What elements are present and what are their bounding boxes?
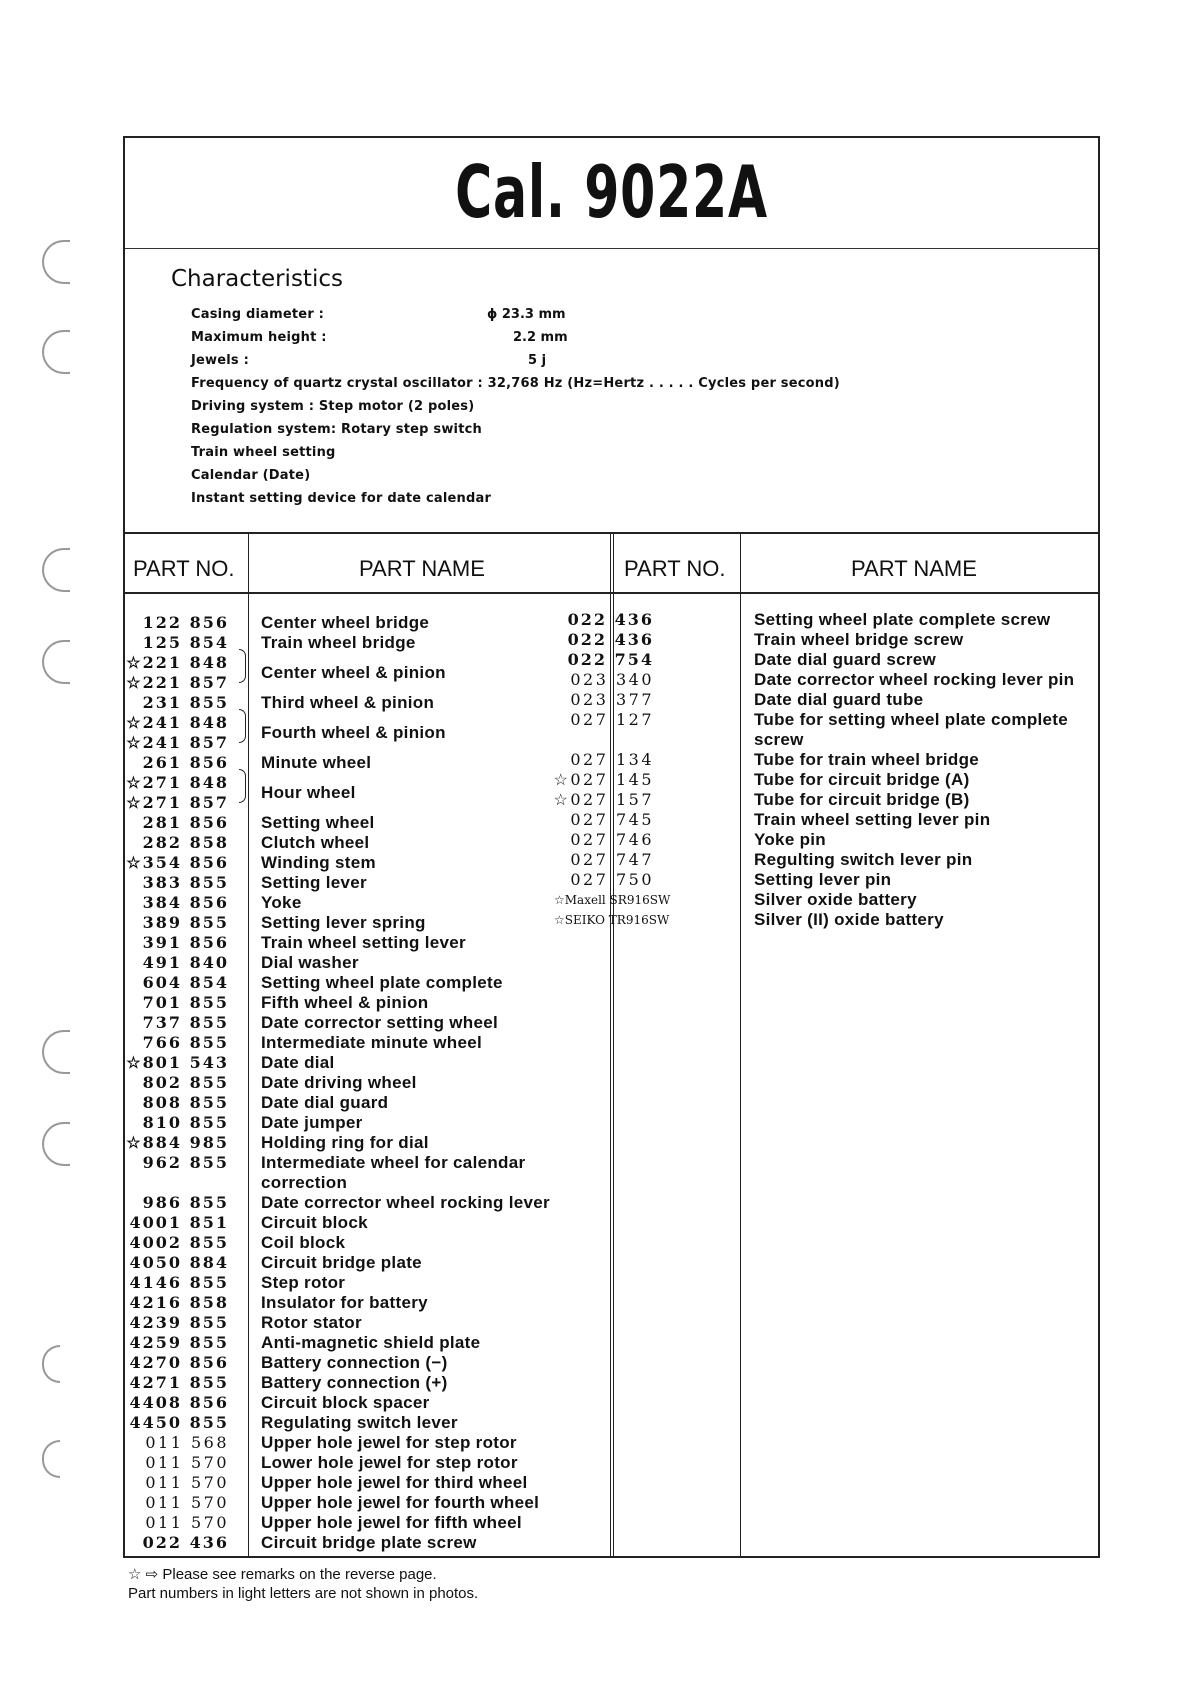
- left-part-name: Date jumper: [261, 1113, 363, 1132]
- left-part-number: 011 570: [145, 1513, 229, 1532]
- title-divider: [125, 248, 1098, 249]
- left-part-number: 261 856: [142, 753, 229, 772]
- left-part-name: Circuit block spacer: [261, 1393, 430, 1412]
- left-part-number: ☆801 543: [126, 1053, 229, 1072]
- left-part-number: 986 855: [142, 1193, 229, 1212]
- driving-spec: Driving system : Step motor (2 poles): [191, 399, 475, 414]
- left-part-number: ☆221 857: [126, 673, 229, 692]
- left-part-number: ☆221 848: [126, 653, 229, 672]
- left-part-name: Setting lever spring: [261, 913, 426, 932]
- left-part-number: 122 856: [142, 613, 229, 632]
- binder-hole: [42, 240, 70, 284]
- left-part-name: Holding ring for dial: [261, 1133, 429, 1152]
- instant-setting-spec: Instant setting device for date calendar: [191, 491, 492, 506]
- left-part-name: Date driving wheel: [261, 1073, 417, 1092]
- left-part-number: 384 856: [142, 893, 229, 912]
- left-part-name: Upper hole jewel for fourth wheel: [261, 1493, 540, 1512]
- left-part-name: Train wheel setting lever: [261, 933, 466, 952]
- left-part-name: Intermediate minute wheel: [261, 1033, 482, 1052]
- left-part-number: 282 858: [142, 833, 229, 852]
- group-brace: [239, 769, 246, 803]
- frequency-spec: Frequency of quartz crystal oscillator : 32,768 Hz (Hz=Hertz . . . . . Cycles per second): [191, 376, 840, 391]
- right-part-name-header: PART NAME: [851, 556, 977, 581]
- right-part-name: Train wheel bridge screw: [754, 630, 964, 649]
- left-part-name-header: PART NAME: [359, 556, 485, 581]
- light-letters-note: Part numbers in light letters are not shown in photos.: [128, 1585, 479, 1602]
- right-part-number: 027 750: [570, 870, 654, 889]
- left-part-number: 4146 855: [129, 1273, 229, 1292]
- right-part-name: screw: [754, 730, 804, 749]
- left-part-name: Minute wheel: [261, 753, 372, 772]
- left-part-number: 011 568: [145, 1433, 229, 1452]
- left-part-name: Lower hole jewel for step rotor: [261, 1453, 518, 1472]
- left-part-no-header: PART NO.: [133, 556, 235, 581]
- left-part-number: 4050 884: [129, 1253, 229, 1272]
- characteristics-heading: Characteristics: [171, 266, 343, 292]
- right-part-name: Tube for setting wheel plate complete: [754, 710, 1068, 729]
- right-part-name: Silver oxide battery: [754, 890, 917, 909]
- left-part-number: 808 855: [142, 1093, 229, 1112]
- right-part-number: 022 754: [567, 650, 654, 669]
- left-part-number: 389 855: [142, 913, 229, 932]
- left-part-name: Battery connection (−): [261, 1353, 448, 1372]
- left-part-name: Circuit bridge plate screw: [261, 1533, 477, 1552]
- calendar-spec: Calendar (Date): [191, 468, 311, 483]
- right-part-name: Tube for train wheel bridge: [754, 750, 980, 769]
- col-divider: [740, 532, 741, 1558]
- caliber-title: Cal. 9022A: [455, 150, 768, 234]
- right-part-number: 023 377: [570, 690, 654, 709]
- right-part-number: ☆027 157: [553, 790, 654, 809]
- right-part-number: 027 127: [570, 710, 654, 729]
- left-part-name: correction: [261, 1173, 348, 1192]
- left-part-number: ☆241 848: [126, 713, 229, 732]
- right-part-number: 027 746: [570, 830, 654, 849]
- left-part-number: 810 855: [142, 1113, 229, 1132]
- left-part-name: Winding stem: [261, 853, 376, 872]
- right-part-name: Silver (II) oxide battery: [754, 910, 944, 929]
- left-part-number: ☆354 856: [126, 853, 229, 872]
- left-part-number: 281 856: [142, 813, 229, 832]
- left-part-number: 4216 858: [129, 1293, 229, 1312]
- left-part-number: ☆884 985: [126, 1133, 229, 1152]
- left-part-number: 125 854: [142, 633, 229, 652]
- left-part-name: Insulator for battery: [261, 1293, 428, 1312]
- left-part-number: 604 854: [142, 973, 229, 992]
- left-part-number: 4408 856: [129, 1393, 229, 1412]
- binder-hole: [42, 1030, 70, 1074]
- train-setting-spec: Train wheel setting: [191, 445, 336, 460]
- binder-hole: [42, 548, 70, 592]
- left-part-number: 802 855: [142, 1073, 229, 1092]
- col-divider: [248, 532, 249, 1558]
- title-area: [125, 138, 1098, 250]
- right-part-number: ☆SEIKO TR916SW: [554, 913, 670, 927]
- left-part-number: 701 855: [142, 993, 229, 1012]
- left-part-name: Coil block: [261, 1233, 346, 1252]
- left-part-number: 4271 855: [129, 1373, 229, 1392]
- left-part-name: Circuit bridge plate: [261, 1253, 422, 1272]
- casing-value: ϕ 23.3 mm: [487, 307, 566, 322]
- right-part-name: Date corrector wheel rocking lever pin: [754, 670, 1075, 689]
- height-label: Maximum height :: [191, 330, 327, 345]
- right-part-number: 023 340: [570, 670, 654, 689]
- right-part-number: ☆027 145: [553, 770, 654, 789]
- right-part-name: Date dial guard tube: [754, 690, 924, 709]
- right-part-name: Regulting switch lever pin: [754, 850, 973, 869]
- left-part-number: 737 855: [142, 1013, 229, 1032]
- left-part-number: 4239 855: [129, 1313, 229, 1332]
- binder-hole: [42, 1122, 70, 1166]
- left-part-name: Dial washer: [261, 953, 359, 972]
- left-part-number: 011 570: [145, 1473, 229, 1492]
- left-part-number: 962 855: [142, 1153, 229, 1172]
- left-part-number: 766 855: [142, 1033, 229, 1052]
- left-part-name: Yoke: [261, 893, 302, 912]
- left-part-name: Setting lever: [261, 873, 367, 892]
- binder-hole: [42, 1345, 60, 1383]
- jewels-label: Jewels :: [191, 353, 249, 368]
- left-part-name: Hour wheel: [261, 783, 356, 802]
- left-part-name: Date corrector setting wheel: [261, 1013, 499, 1032]
- left-part-name: Regulating switch lever: [261, 1413, 458, 1432]
- left-part-number: 4270 856: [129, 1353, 229, 1372]
- left-part-name: Step rotor: [261, 1273, 346, 1292]
- left-part-name: Fifth wheel & pinion: [261, 993, 429, 1012]
- right-part-name: Train wheel setting lever pin: [754, 810, 991, 829]
- right-part-number: 022 436: [567, 610, 654, 629]
- jewels-value: 5 j: [528, 353, 547, 368]
- left-part-number: 011 570: [145, 1453, 229, 1472]
- left-part-number: 491 840: [142, 953, 229, 972]
- left-part-number: 4002 855: [129, 1233, 229, 1252]
- right-part-name: Setting wheel plate complete screw: [754, 610, 1051, 629]
- left-part-name: Date corrector wheel rocking lever: [261, 1193, 550, 1212]
- binder-hole: [42, 640, 70, 684]
- right-part-number: ☆Maxell SR916SW: [554, 893, 671, 907]
- casing-label: Casing diameter :: [191, 307, 325, 322]
- left-part-name: Fourth wheel & pinion: [261, 723, 446, 742]
- left-part-number: 011 570: [145, 1493, 229, 1512]
- right-part-no-header: PART NO.: [624, 556, 726, 581]
- left-part-number: 383 855: [142, 873, 229, 892]
- left-part-name: Battery connection (+): [261, 1373, 448, 1392]
- left-part-name: Clutch wheel: [261, 833, 370, 852]
- remark-note: ☆ ⇨ Please see remarks on the reverse page.: [128, 1566, 437, 1583]
- right-part-number: 027 745: [570, 810, 654, 829]
- left-part-number: 391 856: [142, 933, 229, 952]
- left-part-name: Setting wheel plate complete: [261, 973, 503, 992]
- binder-hole: [42, 330, 70, 374]
- left-part-name: Anti-magnetic shield plate: [261, 1333, 481, 1352]
- left-part-number: 4001 851: [129, 1213, 229, 1232]
- left-part-name: Upper hole jewel for third wheel: [261, 1473, 528, 1492]
- left-part-name: Date dial guard: [261, 1093, 389, 1112]
- left-part-name: Upper hole jewel for fifth wheel: [261, 1513, 522, 1532]
- left-part-name: Center wheel & pinion: [261, 663, 446, 682]
- left-part-name: Center wheel bridge: [261, 613, 430, 632]
- left-part-name: Train wheel bridge: [261, 633, 416, 652]
- left-part-name: Third wheel & pinion: [261, 693, 435, 712]
- left-part-number: 4450 855: [129, 1413, 229, 1432]
- group-brace: [239, 649, 246, 683]
- regulation-spec: Regulation system: Rotary step switch: [191, 422, 482, 437]
- left-part-name: Upper hole jewel for step rotor: [261, 1433, 517, 1452]
- right-part-number: 022 436: [567, 630, 654, 649]
- right-part-number: 027 747: [570, 850, 654, 869]
- right-part-name: Setting lever pin: [754, 870, 892, 889]
- left-part-number: 231 855: [142, 693, 229, 712]
- left-part-name: Rotor stator: [261, 1313, 362, 1332]
- height-value: 2.2 mm: [513, 330, 568, 345]
- right-part-number: 027 134: [570, 750, 654, 769]
- group-brace: [239, 709, 246, 743]
- left-part-number: ☆271 857: [126, 793, 229, 812]
- right-part-name: Yoke pin: [754, 830, 826, 849]
- left-part-number: 4259 855: [129, 1333, 229, 1352]
- left-part-name: Circuit block: [261, 1213, 368, 1232]
- left-part-name: Setting wheel: [261, 813, 375, 832]
- left-part-name: Intermediate wheel for calendar: [261, 1153, 526, 1172]
- left-part-name: Date dial: [261, 1053, 335, 1072]
- left-part-number: ☆241 857: [126, 733, 229, 752]
- right-part-name: Date dial guard screw: [754, 650, 937, 669]
- left-part-number: ☆271 848: [126, 773, 229, 792]
- left-part-number: 022 436: [142, 1533, 229, 1552]
- binder-hole: [42, 1440, 60, 1478]
- document-sheet: [123, 136, 1100, 1558]
- right-part-name: Tube for circuit bridge (B): [754, 790, 970, 809]
- right-part-name: Tube for circuit bridge (A): [754, 770, 970, 789]
